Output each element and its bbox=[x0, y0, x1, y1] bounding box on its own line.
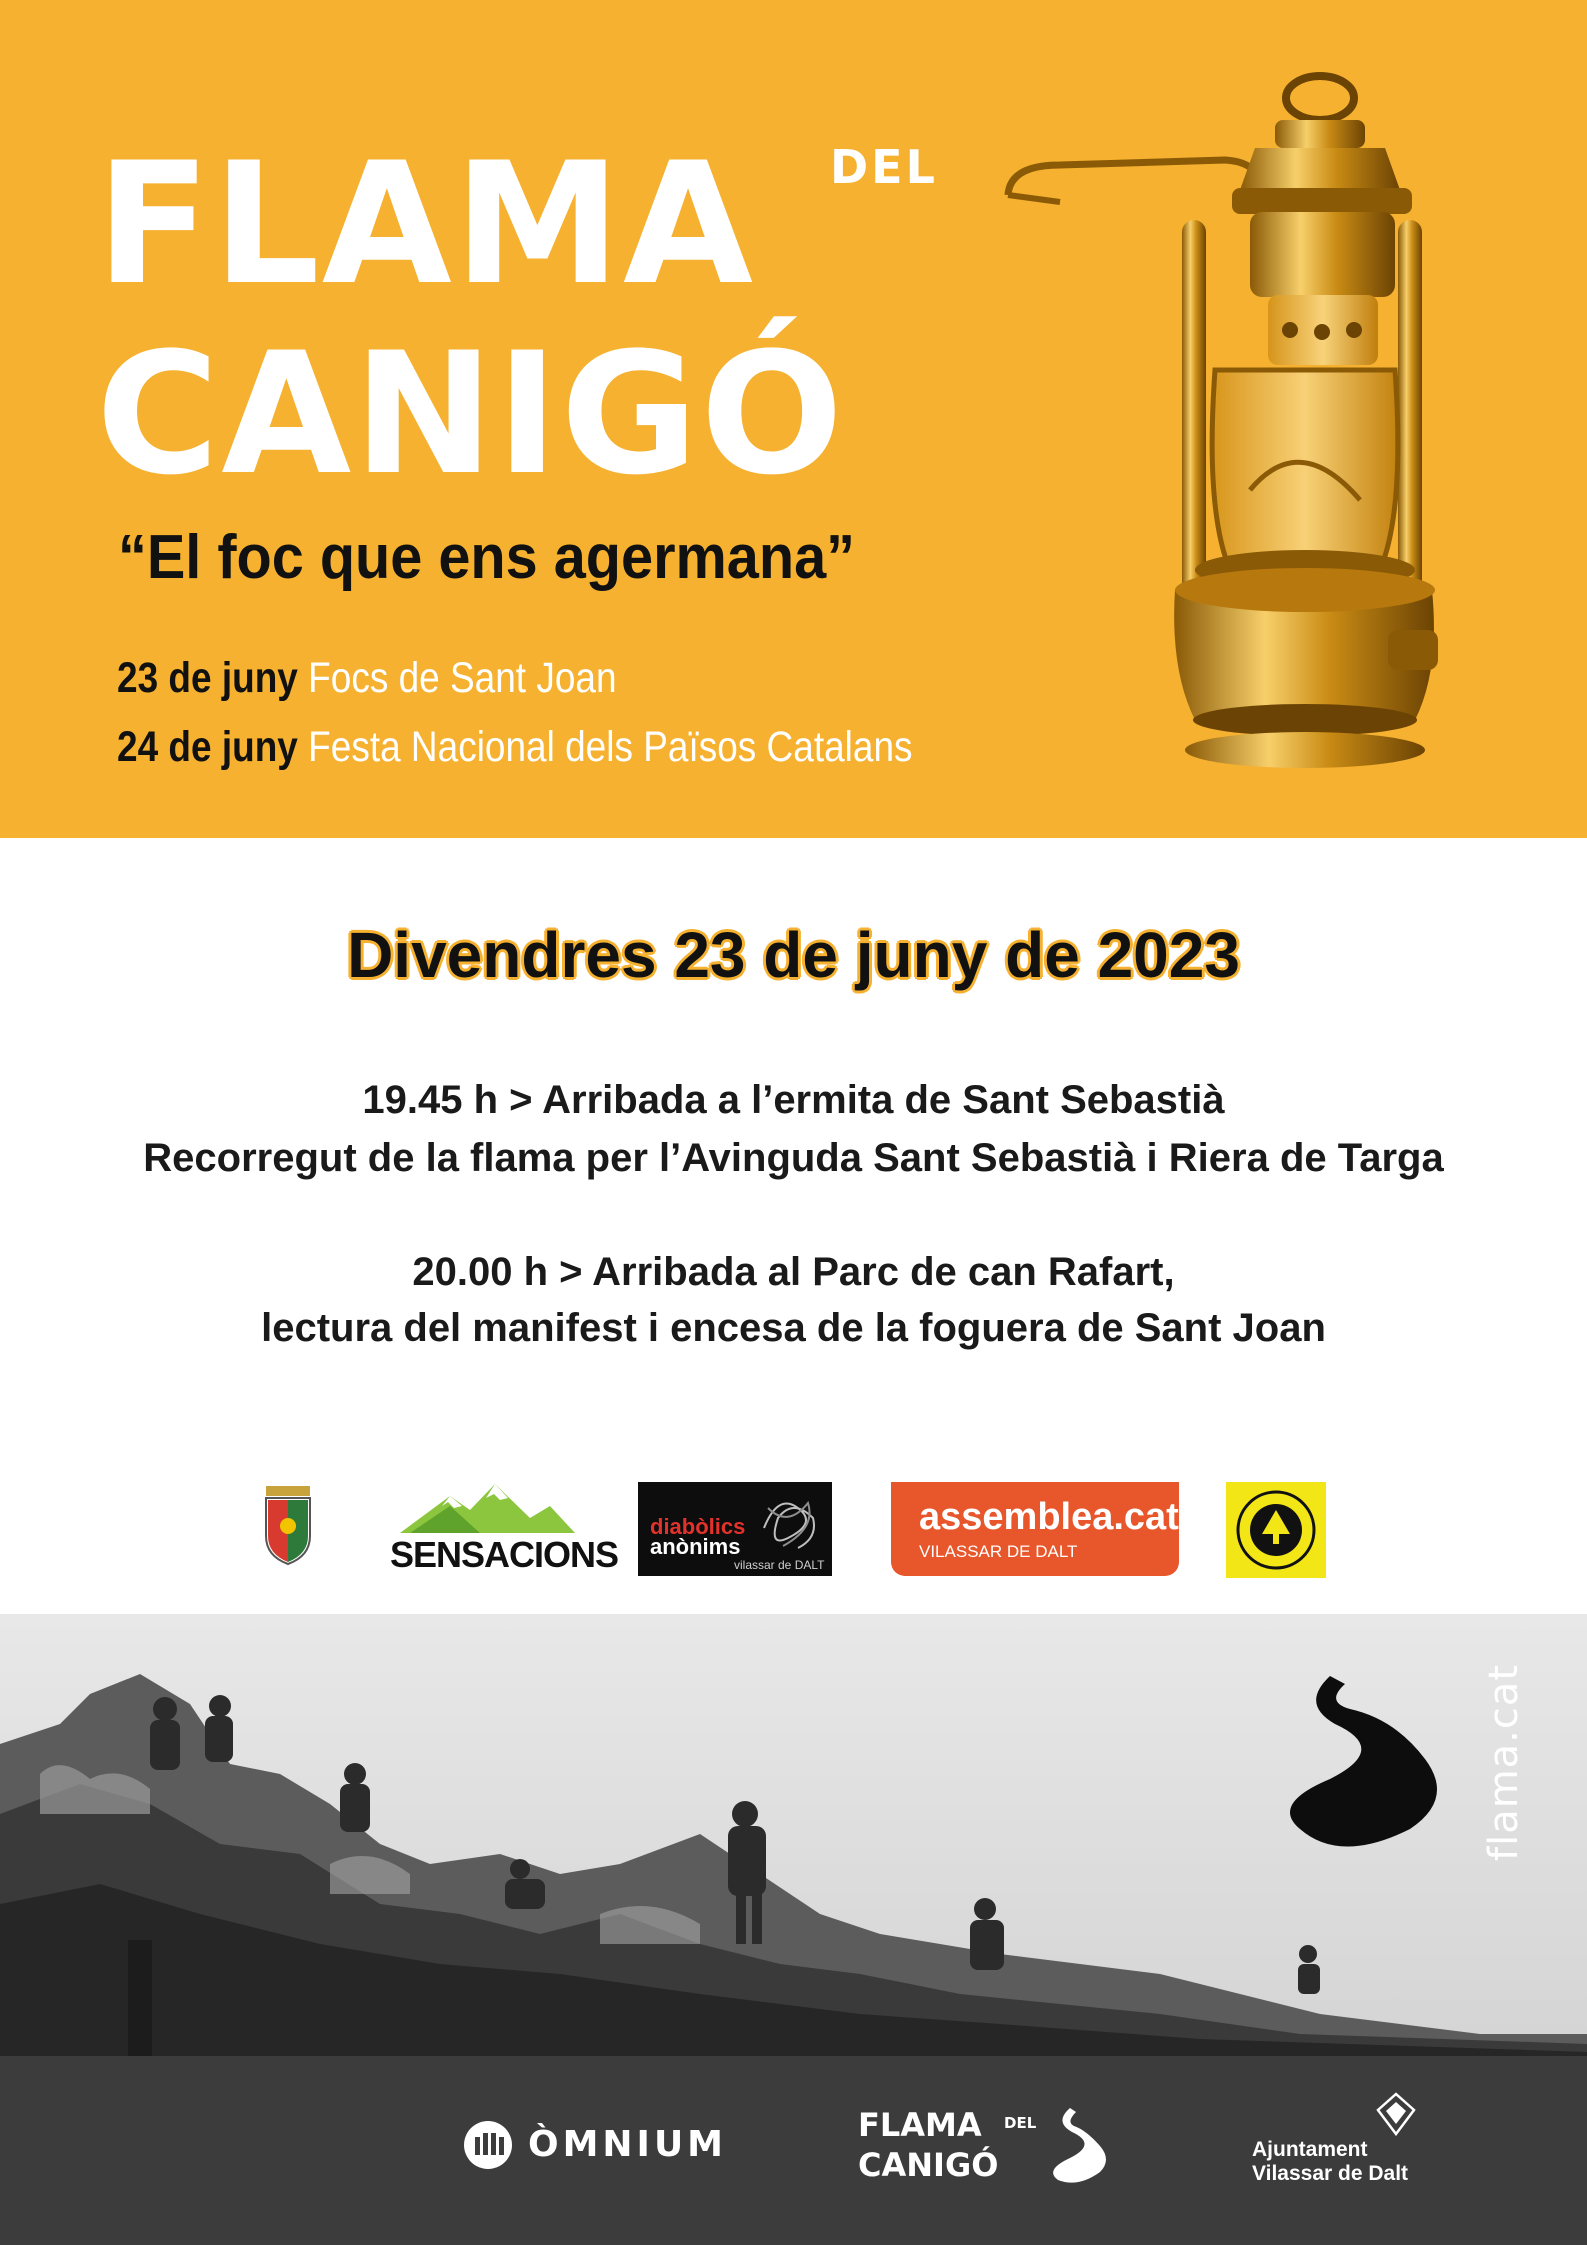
scribble-icon bbox=[758, 1488, 824, 1558]
program-line-1: 19.45 h > Arribada a l’ermita de Sant Sebastià bbox=[362, 1078, 1225, 1122]
adf-logo bbox=[1226, 1482, 1326, 1578]
date-event: Focs de Sant Joan bbox=[308, 654, 617, 702]
title-del: DEL bbox=[830, 140, 938, 194]
diabolics-text: diabòlics bbox=[650, 1514, 746, 1539]
assemblea-subtitle: VILASSAR DE DALT bbox=[919, 1542, 1078, 1561]
assemblea-title: assemblea.cat bbox=[919, 1496, 1179, 1538]
mountain-icon bbox=[390, 1478, 580, 1538]
lantern-image bbox=[1000, 70, 1460, 790]
hero-banner bbox=[0, 0, 1587, 838]
program-line-2: Recorregut de la flama per l’Avinguda Sant Sebastià i Riera de Targa bbox=[143, 1136, 1444, 1180]
date-day: 23 de juny bbox=[117, 654, 298, 702]
program-line-3: 20.00 h > Arribada al Parc de can Rafart, bbox=[412, 1250, 1175, 1294]
slogan: “El foc que ens agermana” bbox=[118, 523, 855, 592]
mountain-photo-image bbox=[0, 1614, 1587, 2056]
fonolleres-crest-logo bbox=[258, 1480, 318, 1574]
title-flama: FLAMA bbox=[96, 126, 756, 322]
omnium-label: ÒMNIUM bbox=[528, 2124, 728, 2165]
date-event: Festa Nacional dels Països Catalans bbox=[308, 723, 913, 771]
date-line-1 bbox=[117, 654, 617, 703]
flama-s-small-icon bbox=[1040, 2104, 1112, 2184]
omnium-icon bbox=[462, 2119, 514, 2171]
hikers-photo bbox=[0, 1614, 1587, 2056]
event-date: Divendres 23 de juny de 2023 bbox=[347, 919, 1240, 991]
sensacions-text: SENSACIONS bbox=[390, 1534, 619, 1575]
footer-flama-title: FLAMA bbox=[858, 2106, 982, 2144]
anonims-text: anònims bbox=[650, 1534, 741, 1559]
flama-cat-vertical-text bbox=[1478, 1663, 1528, 1861]
date-line-2 bbox=[117, 723, 913, 772]
flama-cat-label: flama.cat bbox=[1481, 1663, 1527, 1861]
diabolics-anonims-logo bbox=[638, 1482, 832, 1576]
footer-flama-del: DEL bbox=[1004, 2114, 1037, 2132]
date-day: 24 de juny bbox=[117, 723, 298, 771]
sensacions-logo bbox=[390, 1478, 619, 1575]
footer-canigo-title: CANIGÓ bbox=[858, 2146, 999, 2184]
assemblea-logo bbox=[891, 1482, 1179, 1576]
diabolics-subtitle: vilassar de DALT bbox=[734, 1558, 825, 1572]
ajuntament-label: Ajuntament bbox=[1252, 2138, 1368, 2161]
title-canigo: CANIGÓ bbox=[96, 316, 846, 512]
ajuntament-crest-icon bbox=[1376, 2092, 1416, 2136]
program-line-4: lectura del manifest i encesa de la foguera de Sant Joan bbox=[261, 1306, 1326, 1350]
vilassar-label: Vilassar de Dalt bbox=[1252, 2162, 1409, 2185]
